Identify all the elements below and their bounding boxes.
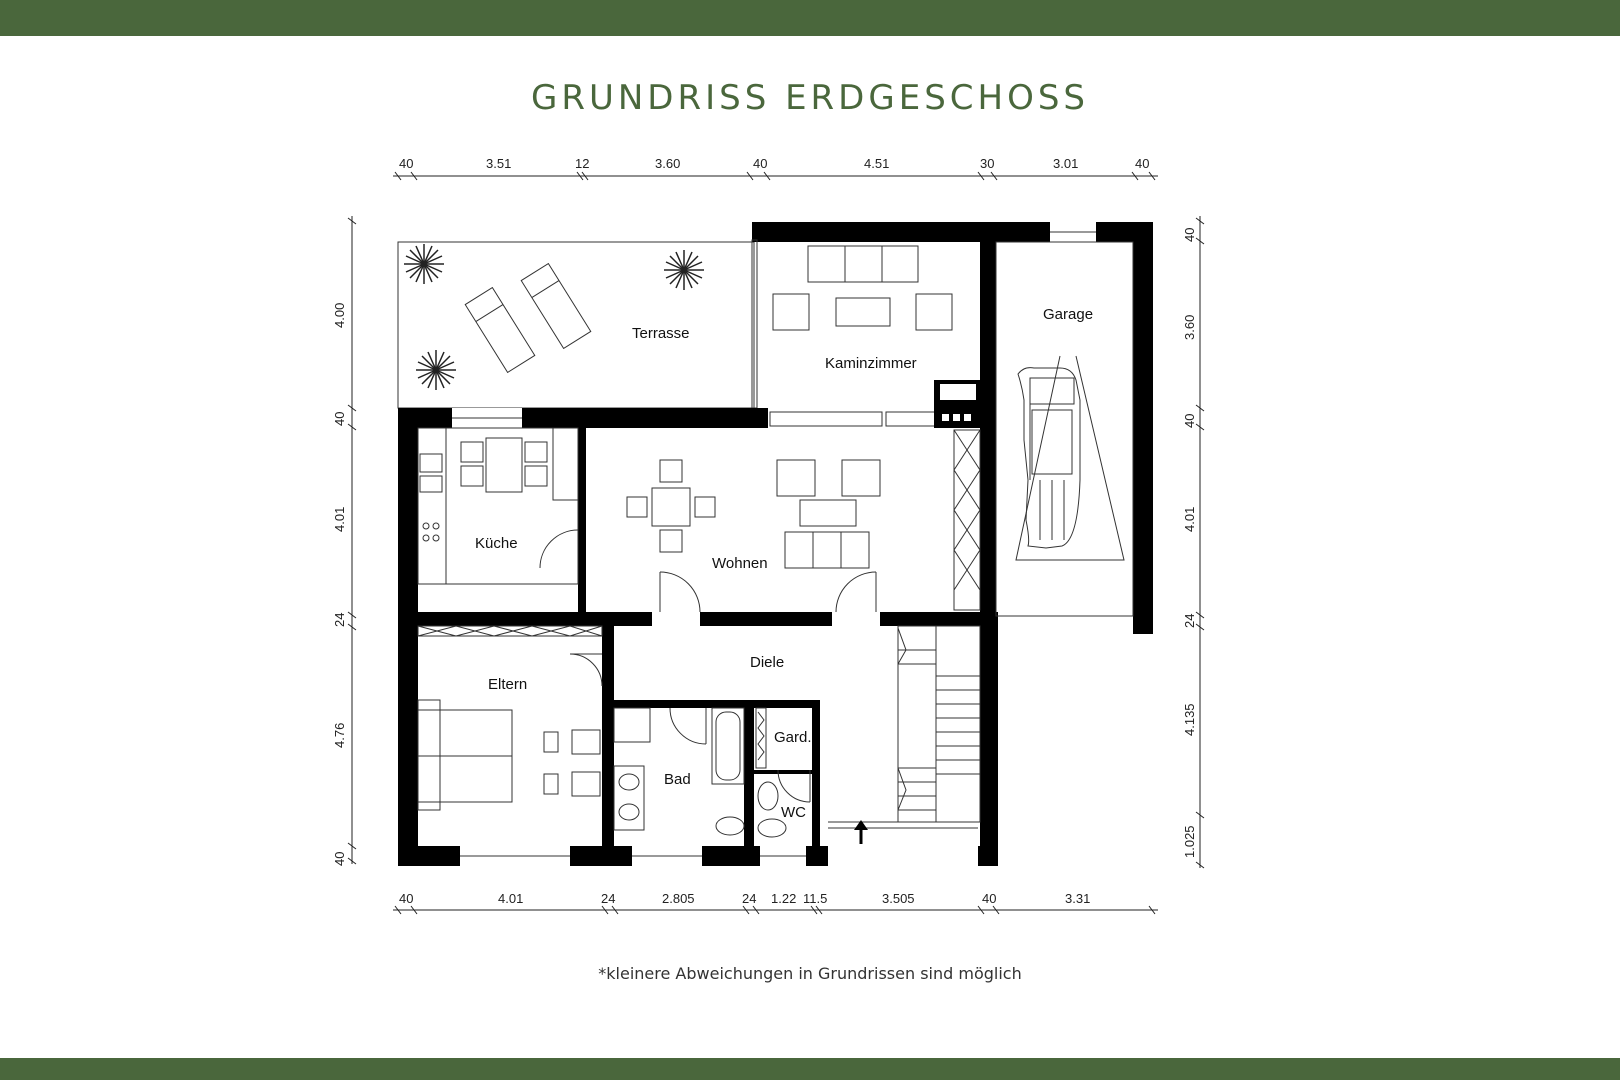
door-opening <box>832 612 880 626</box>
label-garage: Garage <box>1043 306 1094 323</box>
door-opening <box>586 540 594 590</box>
dimension-top <box>393 156 1158 180</box>
label-terrasse: Terrasse <box>632 325 690 342</box>
dim-top-3: 12 <box>575 156 590 171</box>
room-labels <box>475 306 1093 821</box>
car-icon <box>1016 356 1124 560</box>
page-title: GRUNDRISS ERDGESCHOSS <box>530 78 1090 118</box>
label-kueche: Küche <box>475 535 518 552</box>
kaminzimmer-furniture <box>770 246 962 426</box>
dim-bottom-7: 11.5 <box>803 891 828 906</box>
dim-bottom-5: 24 <box>742 891 757 906</box>
dim-right-4: 4.01 <box>1182 506 1197 532</box>
dim-left-2: 40 <box>332 411 347 426</box>
dim-left-6: 40 <box>332 851 347 866</box>
wohnen-furniture <box>627 430 980 612</box>
label-diele: Diele <box>750 654 785 671</box>
label-wc: WC <box>781 804 806 821</box>
dim-right-5: 24 <box>1182 613 1197 628</box>
eltern-furniture <box>418 626 602 810</box>
dim-top-6: 4.51 <box>864 156 890 171</box>
dim-right-1: 40 <box>1182 227 1197 242</box>
dim-left-3: 4.01 <box>332 506 347 532</box>
kitchen-furniture <box>418 428 578 584</box>
label-gard: Gard. <box>774 729 812 746</box>
dim-bottom-10: 3.31 <box>1065 891 1091 906</box>
label-bad: Bad <box>664 771 691 788</box>
dim-top-1: 40 <box>399 156 414 171</box>
sun-lounger <box>465 264 591 373</box>
dim-top-8: 3.01 <box>1053 156 1079 171</box>
dim-left-4: 24 <box>332 612 347 627</box>
dim-top-9: 40 <box>1135 156 1150 171</box>
terrasse-area <box>398 242 754 408</box>
dim-bottom-6: 1.22 <box>771 891 797 906</box>
dim-top-2: 3.51 <box>486 156 512 171</box>
plant-icon <box>416 350 456 390</box>
dim-bottom-4: 2.805 <box>662 891 695 906</box>
plant-icon <box>404 244 444 284</box>
dim-bottom-8: 3.505 <box>882 891 915 906</box>
plant-icon <box>664 250 704 290</box>
dim-right-6: 4.135 <box>1182 703 1197 736</box>
dim-left-1: 4.00 <box>332 302 347 328</box>
label-kaminzimmer: Kaminzimmer <box>825 355 917 372</box>
fireplace-icon <box>934 380 980 428</box>
dim-top-7: 30 <box>980 156 995 171</box>
dimension-bottom <box>393 891 1158 914</box>
dimension-left <box>332 216 356 866</box>
dim-top-4: 3.60 <box>655 156 681 171</box>
entrance <box>828 822 978 866</box>
dim-bottom-9: 40 <box>982 891 997 906</box>
door-opening <box>652 612 700 626</box>
window-lines <box>452 232 1133 856</box>
stairs <box>898 626 980 822</box>
label-wohnen: Wohnen <box>712 555 768 572</box>
bottom-band <box>0 1058 1620 1080</box>
dim-left-5: 4.76 <box>332 722 347 748</box>
dim-bottom-1: 40 <box>399 891 414 906</box>
dim-bottom-3: 24 <box>601 891 616 906</box>
dimension-right <box>1182 216 1204 868</box>
dim-right-7: 1.025 <box>1182 825 1197 858</box>
dim-top-5: 40 <box>753 156 768 171</box>
dim-right-3: 40 <box>1182 413 1197 428</box>
footnote: *kleinere Abweichungen in Grundrissen sind möglich <box>598 964 1022 983</box>
dim-right-2: 3.60 <box>1182 314 1197 340</box>
dim-bottom-2: 4.01 <box>498 891 524 906</box>
label-eltern: Eltern <box>488 676 528 693</box>
